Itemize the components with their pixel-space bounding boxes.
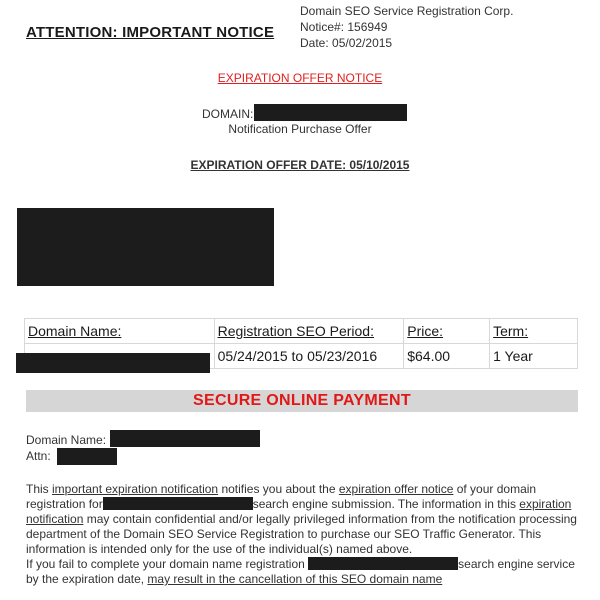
body-text-segment: search engine service by the expiration date, xyxy=(26,557,575,586)
expiration-offer-date: EXPIRATION OFFER DATE: 05/10/2015 xyxy=(190,158,410,172)
header-registration-period: Registration SEO Period: xyxy=(214,319,404,344)
body-text-segment: may contain confidential and/or legally privileged information from the notification processing department of the Domain SEO Service Registration to purchase our SEO Traffic Generator. This information is intended only for the use of the individual(s) named above. xyxy=(26,512,577,556)
body-text-segment: search engine submission. The information in this xyxy=(252,497,520,511)
expiration-offer-title: EXPIRATION OFFER NOTICE xyxy=(217,71,383,85)
expiration-notification-link[interactable]: expiration notification xyxy=(26,497,572,526)
header-price: Price: xyxy=(404,319,490,344)
company-name: Domain SEO Service Registration Corp. xyxy=(300,4,514,18)
redacted-table-domain xyxy=(16,353,210,373)
cell-price: $64.00 xyxy=(404,344,490,369)
notice-date: 05/02/2015 xyxy=(332,36,393,50)
important-notification-link[interactable]: important expiration notification xyxy=(52,482,219,496)
redacted-domain xyxy=(254,104,407,121)
body-text-segment: of your domain registration for xyxy=(26,482,537,511)
cancellation-link[interactable]: may result in the cancellation of this SEO domain name xyxy=(147,572,443,586)
header-domain-name: Domain Name: xyxy=(25,319,215,344)
body-paragraph-2 xyxy=(26,557,582,587)
notice-number-label: Notice#: xyxy=(300,20,345,34)
redacted-attn xyxy=(57,448,117,465)
notice-date-label: Date: xyxy=(300,36,329,50)
purchase-offer-text: Notification Purchase Offer xyxy=(228,122,372,136)
header-term: Term: xyxy=(490,319,578,344)
body-text-segment: If you fail to complete your domain name registration xyxy=(26,557,309,571)
cell-term: 1 Year xyxy=(490,344,578,369)
redacted-inline-domain xyxy=(103,497,253,510)
redacted-payment-domain xyxy=(110,430,260,447)
body-text-segment: notifies you about the xyxy=(218,482,339,496)
table-header-row xyxy=(25,319,578,344)
company-info xyxy=(300,3,513,51)
body-paragraph-1 xyxy=(26,482,582,557)
notice-number-line xyxy=(300,19,513,35)
redacted-address-block xyxy=(17,208,274,286)
payment-attn-label: Attn: xyxy=(26,449,51,463)
cell-period: 05/24/2015 to 05/23/2016 xyxy=(214,344,404,369)
notice-body xyxy=(26,482,582,587)
notice-date-line xyxy=(300,35,513,51)
redacted-inline-domain xyxy=(308,557,458,570)
notice-number: 156949 xyxy=(347,20,388,34)
body-text-segment: This xyxy=(26,482,53,496)
secure-payment-bar: SECURE ONLINE PAYMENT xyxy=(26,390,578,412)
payment-domain-label: Domain Name: xyxy=(26,433,107,447)
attention-heading: ATTENTION: IMPORTANT NOTICE xyxy=(26,24,275,41)
expiration-offer-link[interactable]: expiration offer notice xyxy=(338,482,454,496)
domain-label: DOMAIN: xyxy=(202,107,254,121)
